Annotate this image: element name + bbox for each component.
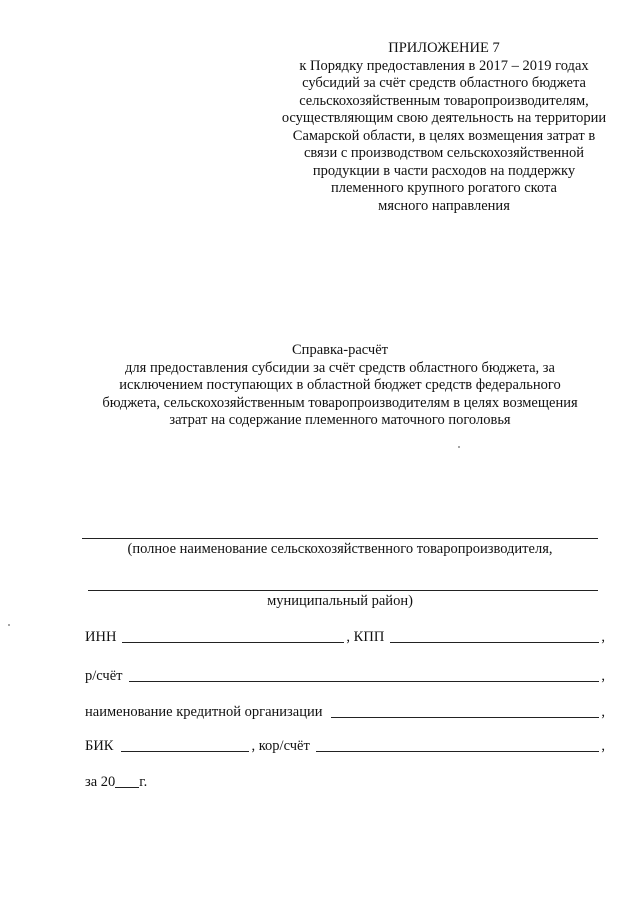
inn-kpp-row — [85, 626, 605, 646]
bank-field[interactable] — [331, 702, 600, 718]
producer-name-line[interactable] — [82, 538, 598, 539]
bank-comma: , — [601, 704, 605, 720]
appendix-line: Самарской области, в целях возмещения затрат в — [292, 127, 596, 144]
kpp-comma: , — [601, 629, 605, 645]
bank-row — [85, 701, 605, 721]
kpp-label: , КПП — [346, 629, 385, 645]
appendix-line: осуществляющим свою деятельность на территории — [281, 110, 607, 126]
document-title-block — [80, 342, 600, 430]
appendix-line: субсидий за счёт средств областного бюджета — [302, 75, 586, 91]
document-subtitle-line: для предоставления субсидии за счёт средств областного бюджета, за — [125, 359, 555, 376]
appendix-line: к Порядку предоставления в 2017 – 2019 годах — [299, 57, 589, 74]
producer-name-caption: (полное наименование сельскохозяйственного товаропроизводителя, — [127, 541, 553, 557]
kpp-field[interactable] — [390, 627, 599, 643]
document-subtitle-line: исключением поступающих в областной бюджет средств федерального — [119, 377, 561, 393]
document-heading: Справка-расчёт — [292, 342, 388, 358]
corr-account-label: , кор/счёт — [251, 738, 310, 754]
year-field[interactable] — [115, 772, 139, 788]
year-suffix: г. — [139, 774, 148, 790]
scan-speck — [458, 446, 460, 448]
bank-label: наименование кредитной организации — [85, 704, 323, 720]
appendix-line: племенного крупного рогатого скота — [331, 180, 557, 196]
inn-label: ИНН — [85, 629, 117, 645]
year-prefix: за 20 — [85, 774, 116, 790]
appendix-header — [276, 40, 612, 215]
bik-label: БИК — [85, 738, 114, 754]
account-field[interactable] — [129, 666, 600, 682]
account-label: р/счёт — [85, 668, 123, 684]
year-row — [85, 771, 205, 791]
appendix-line: связи с производством сельскохозяйственной — [303, 145, 585, 161]
scan-speck — [8, 624, 10, 626]
appendix-line: мясного направления — [378, 197, 510, 214]
appendix-line: продукции в части расходов на поддержку — [312, 162, 576, 179]
appendix-title: ПРИЛОЖЕНИЕ 7 — [388, 40, 500, 56]
document-subtitle-line: затрат на содержание племенного маточного поголовья — [169, 412, 511, 428]
district-line[interactable] — [88, 590, 598, 591]
bik-corr-row — [85, 735, 605, 755]
account-comma: , — [601, 668, 605, 684]
appendix-line: сельскохозяйственным товаропроизводителям, — [299, 92, 589, 109]
bik-field[interactable] — [121, 736, 249, 752]
inn-field[interactable] — [122, 627, 344, 643]
corr-account-comma: , — [601, 738, 605, 754]
district-caption: муниципальный район) — [267, 593, 413, 609]
corr-account-field[interactable] — [316, 736, 600, 752]
account-row — [85, 665, 605, 685]
document-subtitle-line: бюджета, сельскохозяйственным товаропроизводителям в целях возмещения — [102, 394, 578, 411]
